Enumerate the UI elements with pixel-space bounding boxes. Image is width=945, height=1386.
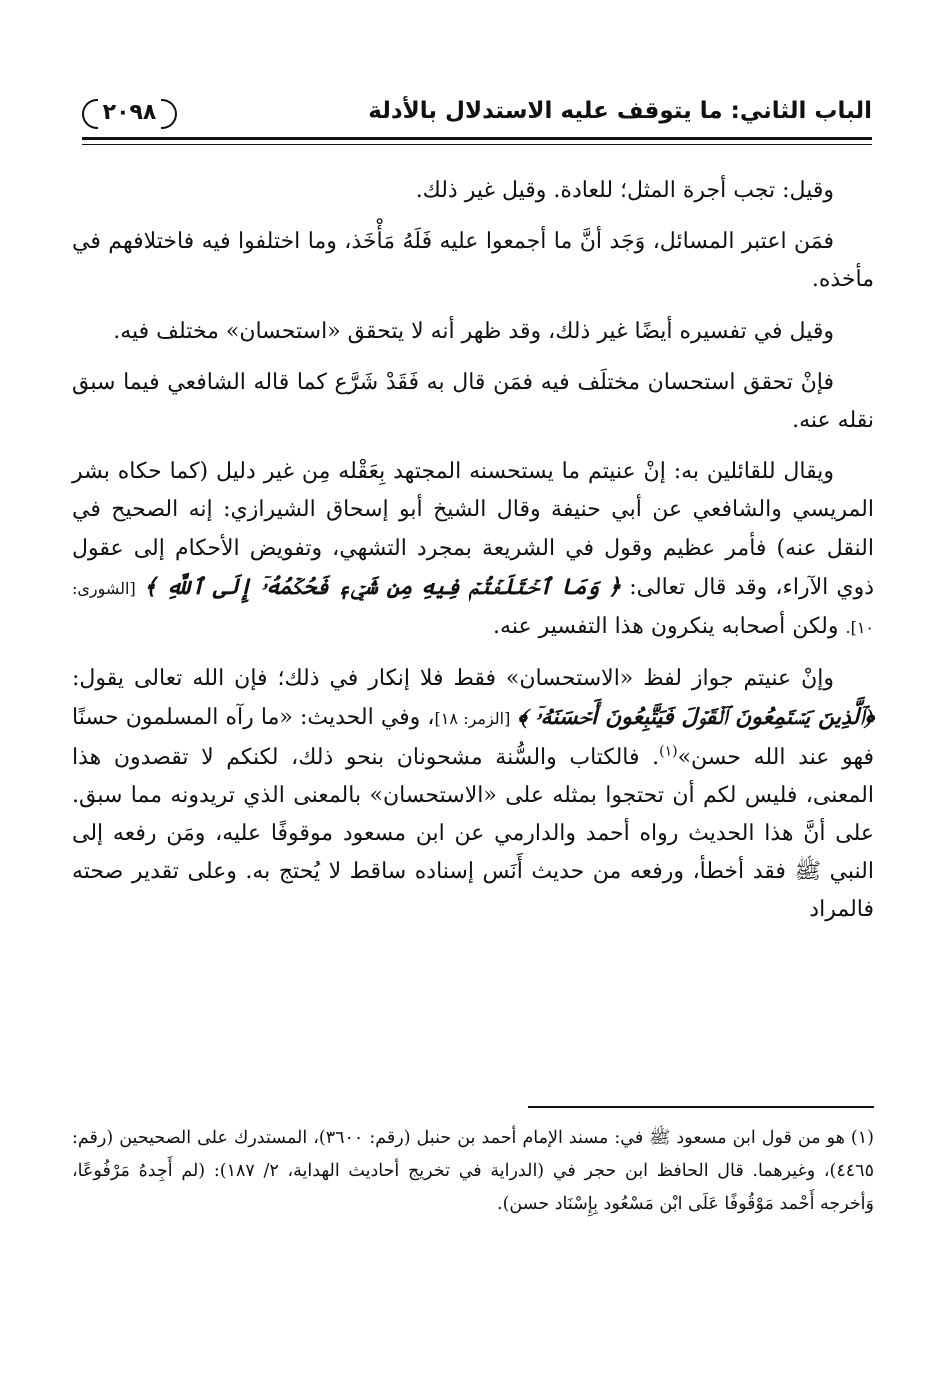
paragraph-text: ويقال للقائلين به: إنْ عنيتم ما يستحسنه المجتهد بِعَقْله مِن غير دليل (كما حكاه بشر المريسي والشافعي عن أبي حنيفة وقال الشيخ أبو إسحاق الشيرازي: إنه الصحيح في النقل عنه) فأمر عظيم وقول في الشريعة بمجرد التشهي، وتفويض الأحكام إلى عقول ذوي الآراء، وقد قال تعالى: [72,459,874,600]
paragraph-text: . فالكتاب والسُّنة مشحونان بنحو ذلك، لكنكم لا تقصدون هذا المعنى، فليس لكم أن تحتجوا بمثله على «الاستحسان» بالمعنى الذي تريدونه مما سبق. على أنَّ هذا الحديث رواه أحمد والدارمي عن ابن مسعود موقوفًا عليه، ومَن رفعه إلى النبي ﷺ فقد أخطأ، ورفعه من حديث أَنَس إسناده ساقط لا يُحتج به. وعلى تقدير صحته فالمراد [72,744,874,923]
quran-verse: ﴿ٱلَّذِينَ يَسۡتَمِعُونَ ٱلۡقَوۡلَ فَيَتَّبِعُونَ أَحۡسَنَهُۥٓ ﴾ [517,704,874,731]
footnote-separator [528,1106,874,1108]
verse-reference: [الزمر: ١٨] [434,709,511,729]
footnote-marker[interactable]: (١) [659,743,678,760]
page-header [82,96,872,140]
paragraph-text: ، وفي الحديث: «ما رآه المسلمون حسنًا فهو عند الله حسن» [72,705,874,770]
quran-verse: ﴿ وَمَا ٱخۡتَلَفۡتُمۡ فِيهِ مِن شَيۡءٖ فَحُكۡمُهُۥٓ إِلَى ٱللَّهِ ﴾ [143,573,622,600]
footnote: (١) هو من قول ابن مسعود ﷺ في: مسند الإمام أحمد بن حنبل (رقم: ٣٦٠٠)، المستدرك على الصحيحين (رقم: ٤٤٦٥)، وغيرهما. قال الحافظ ابن حجر في (الدراية في تخريج أحاديث الهداية، ٢/ ١٨٧): (لم أَجِدهُ مَرْفُوعًا، وَأخرجه أَحْمد مَوْقُوفًا عَلَى ابْن مَسْعُود بِإِسْنَاد حسن). [72,1128,874,1214]
paragraph: فإنْ تحقق استحسان مختلَف فيه فمَن قال به فَقَدْ شَرَّع كما قاله الشافعي فيما سبق نقله عنه. [72,369,874,434]
paragraph: وقيل في تفسيره أيضًا غير ذلك، وقد ظهر أنه لا يتحقق «استحسان» مختلف فيه. [113,318,834,344]
verse-reference: [الشورى: ١٠]. [72,578,874,638]
paragraph-text: وإنْ عنيتم جواز لفظ «الاستحسان» فقط فلا إنكار في ذلك؛ فإن الله تعالى يقول: [72,666,834,692]
paragraph-text: ولكن أصحابه ينكرون هذا التفسير عنه. [493,614,839,640]
page-number [82,96,177,128]
paragraph: وقيل: تجب أجرة المثل؛ للعادة. وقيل غير ذلك. [415,178,834,203]
footnotes [72,1122,874,1221]
paragraph [72,660,874,929]
header-rule-thick [82,137,872,140]
main-text [72,172,874,943]
page-number-text: ٢٠٩٨ [102,99,157,125]
running-title: الباب الثاني: ما يتوقف عليه الاستدلال بالأدلة [368,98,872,124]
header-rule-thin [82,144,872,145]
paragraph: فمَن اعتبر المسائل، وَجَد أنَّ ما أجمعوا عليه فَلَهُ مَأْخَذ، وما اختلفوا فيه فاختلافهم في مأخذه. [72,229,874,293]
paragraph [72,453,874,647]
